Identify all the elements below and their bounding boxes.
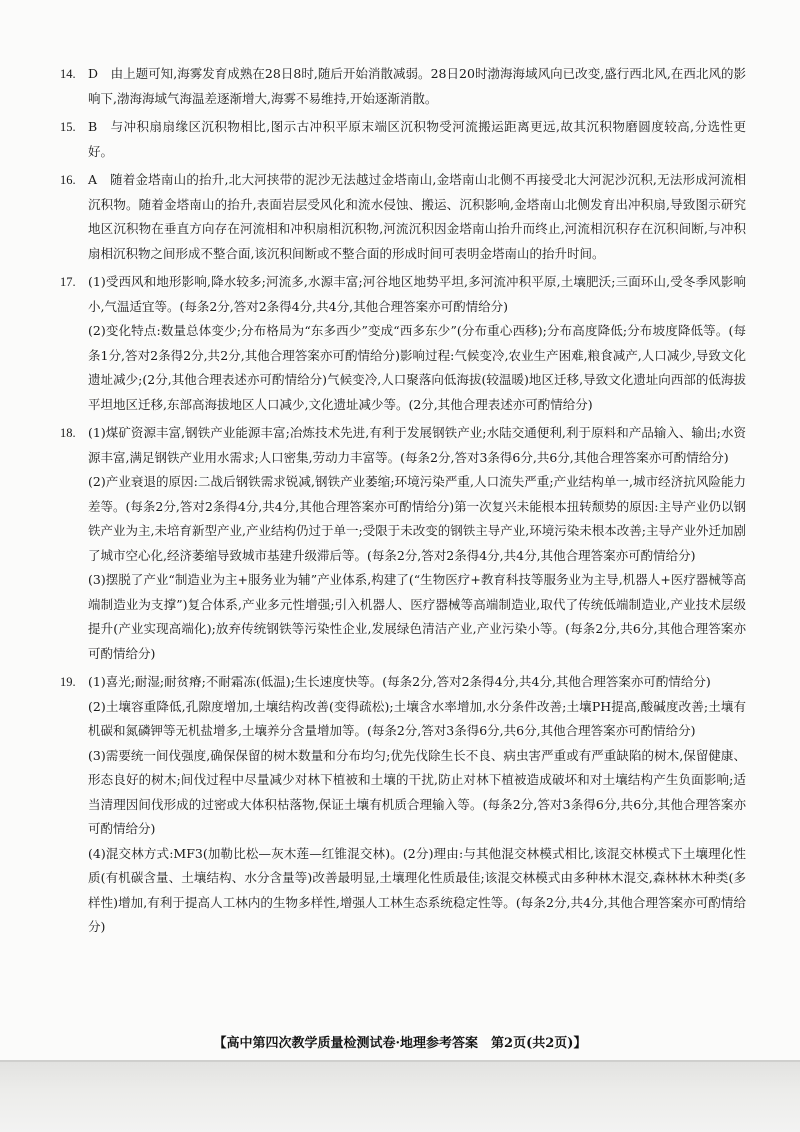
- answer-item: [60, 168, 746, 266]
- answer-paragraph: (1)喜光;耐湿;耐贫瘠;不耐霜冻(低温);生长速度快等。(每条2分,答对2条得4分,共4分,其他合理答案亦可酌情给分): [88, 674, 711, 689]
- answer-paragraph: B 与冲积扇扇缘区沉积物相比,图示古冲积平原末端区沉积物受河流搬运距离更远,故其沉积物磨圆度较高,分选性更好。: [88, 119, 746, 159]
- answer-body: [88, 115, 746, 164]
- answer-number: 15.: [60, 120, 76, 134]
- scan-bottom-band: [0, 1062, 800, 1132]
- answer-number: 14.: [60, 67, 76, 81]
- answer-number: 17.: [60, 275, 76, 289]
- answer-body: [88, 421, 746, 666]
- answer-body: [88, 168, 746, 266]
- answer-paragraph: (3)摆脱了产业“制造业为主+服务业为辅”产业体系,构建了(“生物医疗+教育科技等服务业为主导,机器人+医疗器械等高端制造业为支撑”)复合体系,产业多元性增强;引入机器人、医疗器械等高端制造业,取代了传统低端制造业,产业技术层级提升(产业实现高端化);放弃传统钢铁等污染性企业,发展绿色清洁产业,产业污染小等。(每条2分,共6分,其他合理答案亦可酌情给分): [88, 572, 746, 661]
- answer-item: [60, 270, 746, 417]
- answer-paragraph: (4)混交林方式:MF3(加勒比松—灰木莲—红锥混交林)。(2分)理由:与其他混交林模式相比,该混交林模式下土壤理化性质(有机碳含量、土壤结构、水分含量等)改善最明显,土壤理化性质最佳;该混交林模式由多种林木混交,森林林木种类(多样性)增加,有利于提高人工林内的生物多样性,增强人工林生态系统稳定性等。(每条2分,共4分,其他合理答案亦可酌情给分): [88, 845, 746, 934]
- answer-body: [88, 670, 746, 940]
- answer-body: [88, 270, 746, 417]
- answer-item: [60, 62, 746, 111]
- answer-paragraph: D 由上题可知,海雾发育成熟在28日8时,随后开始消散减弱。28日20时渤海海域风向已改变,盛行西北风,在西北风的影响下,渤海海域气海温差逐渐增大,海雾不易维持,开始逐渐消散。: [88, 66, 746, 106]
- answer-item: [60, 670, 746, 940]
- page-footer: 【高中第四次教学质量检测试卷·地理参考答案 第2页(共2页)】: [213, 1036, 587, 1051]
- answer-paragraph: A 随着金塔南山的抬升,北大河挟带的泥沙无法越过金塔南山,金塔南山北侧不再接受北大河泥沙沉积,无法形成河流相沉积物。随着金塔南山的抬升,表面岩层受风化和流水侵蚀、搬运、沉积影响,金塔南山北侧发育出冲积扇,导致图示研究地区沉积物在垂直方向存在河流相和冲积扇相沉积物,河流沉积因金塔南山抬升而终止,河流相沉积存在沉积间断,与冲积扇相沉积物之间形成不整合面,该沉积间断或不整合面的形成时间可表明金塔南山的抬升时间。: [88, 172, 746, 261]
- answer-paragraph: (2)变化特点:数量总体变少;分布格局为“东多西少”变成“西多东少”(分布重心西移);分布高度降低;分布坡度降低等。(每条1分,答对2条得2分,共2分,其他合理答案亦可酌情给分)影响过程:气候变冷,农业生产困难,粮食减产,人口减少,导致文化遗址减少;(2分,其他合理表述亦可酌情给分)气候变冷,人口聚落向低海拔(较温暖)地区迁移,导致文化遗址向西部的低海拔平坦地区迁移,东部高海拔地区人口减少,文化遗址减少等。(2分,其他合理表述亦可酌情给分): [88, 323, 746, 412]
- answer-list: [60, 62, 746, 944]
- answer-paragraph: (2)产业衰退的原因:二战后钢铁需求锐减,钢铁产业萎缩;环境污染严重,人口流失严重;产业结构单一,城市经济抗风险能力差等。(每条2分,答对2条得4分,共4分,其他合理答案亦可酌情给分)第一次复兴未能根本扭转颓势的原因:主导产业仍以钢铁产业为主,未培育新型产业,产业结构仍过于单一;受限于未改变的钢铁主导产业,环境污染未根本改善;主导产业外迁加剧了城市空心化,经济萎缩导致城市基建升级滞后等。(每条2分,答对2条得4分,共4分,其他合理答案亦可酌情给分): [88, 474, 746, 563]
- answer-paragraph: (1)受西风和地形影响,降水较多;河流多,水源丰富;河谷地区地势平坦,多河流冲积平原,土壤肥沃;三面环山,受冬季风影响小,气温适宜等。(每条2分,答对2条得4分,共4分,其他合理答案亦可酌情给分): [88, 274, 746, 314]
- answer-number: 18.: [60, 426, 76, 440]
- answer-paragraph: (3)需要统一间伐强度,确保保留的树木数量和分布均匀;优先伐除生长不良、病虫害严重或有严重缺陷的树木,保留健康、形态良好的树木;间伐过程中尽量减少对林下植被和土壤的干扰,防止对林下植被造成破坏和对土壤结构产生负面影响;适当清理因间伐形成的过密或大体积枯落物,保证土壤有机质合理输入等。(每条2分,答对3条得6分,共6分,其他合理答案亦可酌情给分): [88, 747, 746, 836]
- answer-item: [60, 421, 746, 666]
- answer-body: [88, 62, 746, 111]
- answer-number: 19.: [60, 675, 76, 689]
- answer-paragraph: (1)煤矿资源丰富,钢铁产业能源丰富;冶炼技术先进,有利于发展钢铁产业;水陆交通便利,利于原料和产品输入、输出;水资源丰富,满足钢铁产业用水需求;人口密集,劳动力丰富等。(每条2分,答对3条得6分,共6分,其他合理答案亦可酌情给分): [88, 425, 746, 465]
- answer-number: 16.: [60, 173, 76, 187]
- answer-item: [60, 115, 746, 164]
- answer-paragraph: (2)土壤容重降低,孔隙度增加,土壤结构改善(变得疏松);土壤含水率增加,水分条件改善;土壤PH提高,酸碱度改善;土壤有机碳和氮磷钾等无机盐增多,土壤养分含量增加等。(每条2分,答对3条得6分,共6分,其他合理答案亦可酌情给分): [88, 698, 746, 738]
